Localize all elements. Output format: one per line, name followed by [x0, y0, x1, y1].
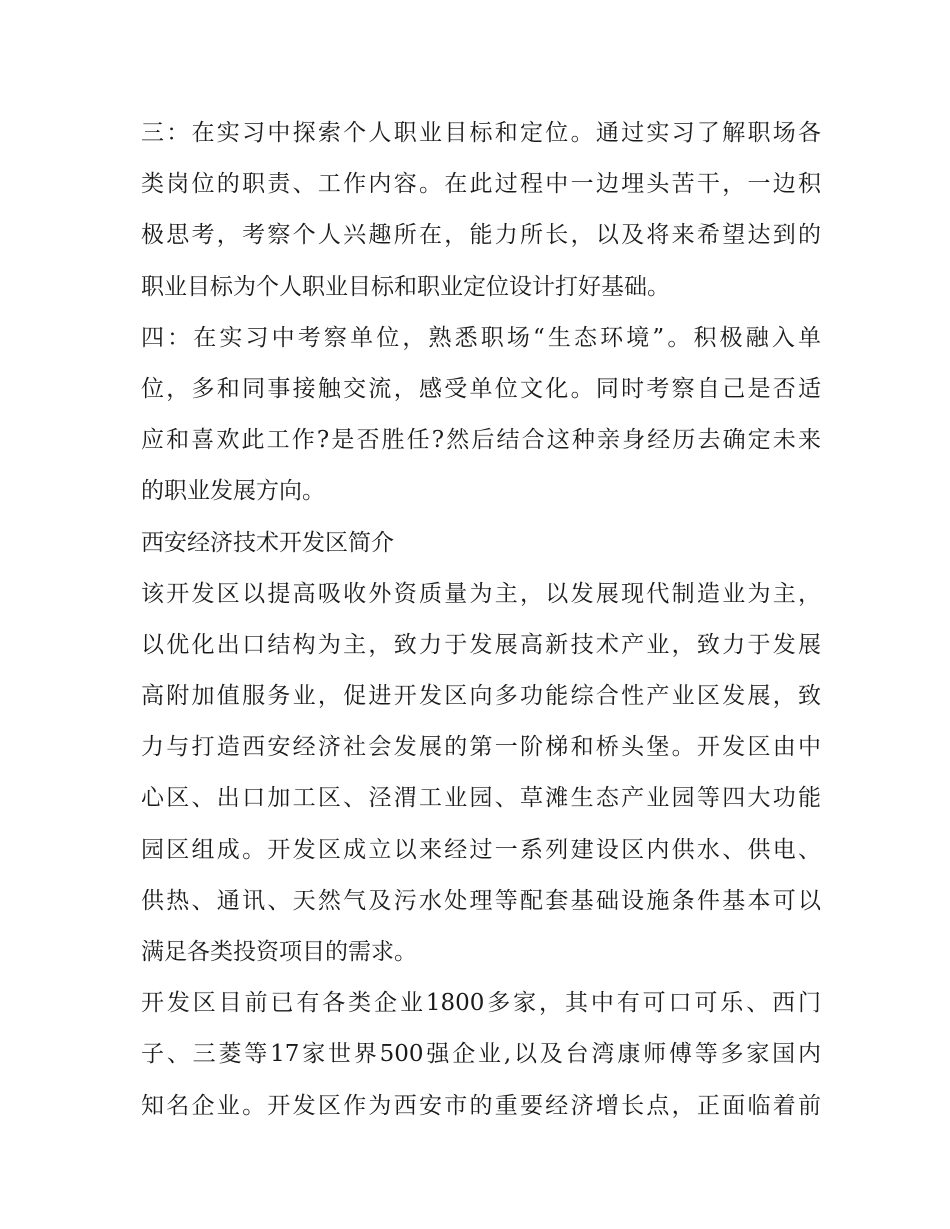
text-line: 满足各类投资项目的需求。 [141, 939, 417, 965]
text-line: 以优化出口结构为主，致力于发展高新技术产业，致力于发展 [141, 631, 821, 658]
text-line: 心区、出口加工区、泾渭工业园、草滩生态产业园等四大功能 [141, 785, 821, 812]
text-line: 应和喜欢此工作?是否胜任?然后结合这种亲身经历去确定未来 [141, 427, 821, 454]
text-line: 力与打造西安经济社会发展的第一阶梯和桥头堡。开发区由中 [141, 734, 821, 761]
text-line: 的职业发展方向。 [141, 478, 325, 505]
document-body [141, 108, 821, 1132]
text-line: 类岗位的职责、工作内容。在此过程中一边埋头苦干，一边积 [141, 171, 821, 198]
text-line: 该开发区以提高吸收外资质量为主，以发展现代制造业为主， [141, 580, 821, 607]
text-line: 位，多和同事接触交流，感受单位文化。同时考察自己是否适 [141, 375, 821, 402]
text-line: 职业目标为个人职业目标和职业定位设计打好基础。 [141, 273, 670, 300]
text-line: 四：在实习中考察单位，熟悉职场“生态环境”。积极融入单 [141, 324, 821, 351]
text-line: 极思考，考察个人兴趣所在，能力所长，以及将来希望达到的 [141, 222, 821, 249]
text-line: 知名企业。开发区作为西安市的重要经济增长点，正面临着前 [141, 1092, 821, 1119]
section-heading: 西安经济技术开发区简介 [141, 529, 394, 556]
text-line: 供热、通讯、天然气及污水处理等配套基础设施条件基本可以 [141, 887, 821, 914]
text-line: 园区组成。开发区成立以来经过一系列建设区内供水、供电、 [141, 836, 821, 863]
text-line: 子、三菱等17家世界500强企业,以及台湾康师傅等多家国内 [141, 1041, 821, 1068]
text-line: 开发区目前已有各类企业1800多家，其中有可口可乐、西门 [141, 990, 821, 1017]
text-line: 三：在实习中探索个人职业目标和定位。通过实习了解职场各 [141, 120, 821, 146]
text-line: 高附加值服务业，促进开发区向多功能综合性产业区发展，致 [141, 683, 821, 710]
